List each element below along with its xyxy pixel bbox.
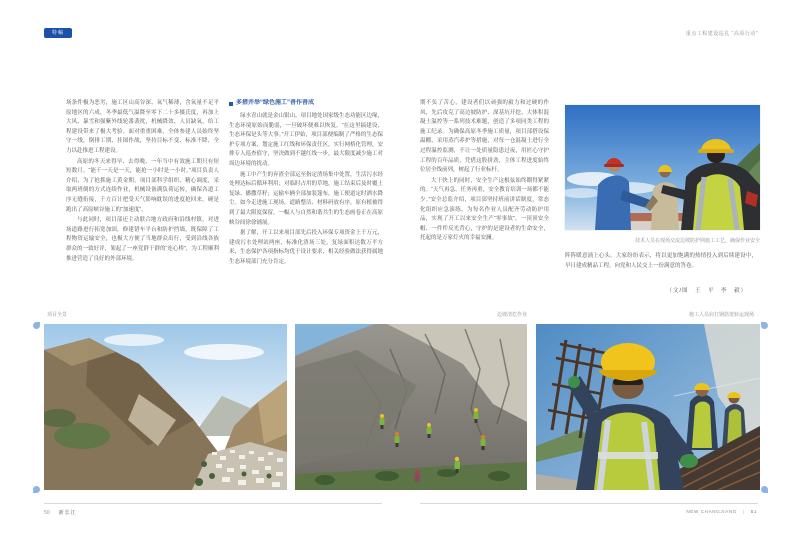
- footer-rule-right: [420, 503, 758, 504]
- photo-rock-slope-workers: [295, 324, 527, 490]
- paragraph: 高原的冬天来得早、去得晚，一年当中有效施工期只有短短数月。“能干一天是一天，能抢一小时是一小时。”项目负责人介绍，为了抢抓施工黄金期，项目部科学组织、精心调度，采取两班倒的方式连续作业，机械设备满负荷运转，确保各道工序无缝衔接，千方百计把受天气影响耽误的进度抢回来，硬是跑出了高原峡谷施工的“加速度”。: [66, 158, 219, 213]
- text-column-2: [229, 99, 383, 305]
- rebar-illustration: [536, 324, 760, 490]
- paragraph: 与此同时，项目部还主动联合地方政府和沿线村镇，对进场道路进行拓宽加固，修建错车平台和防护挡墙，既保障了工程物资运输安全，也极大方便了当地群众出行，受到沿线各族群众的一致好评，架起了一座党群干群的“连心桥”，为工程顺利推进营造了良好的外部环境。: [66, 217, 219, 262]
- slope-illustration: [295, 324, 527, 490]
- corner-ornament-icon: [33, 322, 40, 329]
- valley-illustration: [44, 324, 287, 490]
- brand-name-en: NEW CHANGJIANG: [686, 509, 737, 514]
- text-column-1: [66, 99, 219, 305]
- heading-bullet-icon: [229, 102, 233, 106]
- footer-divider: |: [742, 509, 745, 514]
- photo-mountain-valley: [44, 324, 287, 490]
- paragraph: 场条件极为恶劣，施工区山高谷深、氧气稀薄，含氧量不足平原地区的六成，冬季最低气温降至零下二十多摄氏度，再加上大风、暴雪和强紫外线轮番袭扰，机械降效、人员缺氧，给工程建设带来了极大考验。面对重重困难，全体参建人员始终坚守一线，倒排工期、挂图作战，坚持目标不变、标准不降，全力以赴推进工程建设。: [66, 100, 219, 154]
- cloud: [104, 334, 164, 346]
- photo-caption-middle: 边坡清危作业: [496, 312, 527, 318]
- paragraph: 大干快上的同时，安全生产这根弦始终绷得紧紧的。“天气再急、任务再重，安全教育培训一场都不能少。”安全总监介绍，项目部坚持班前讲话制度，常态化组织应急演练，为每名作业人员配齐劳动防护用品，实现了开工以来安全生产“零事故”。一顶顶安全帽、一件件反光背心，守护的是建设者的生命安全，托起的是万家灯火的幸福安澜。: [420, 177, 549, 242]
- photo-caption-right: 施工人员肩扛钢筋笼转运现场: [688, 312, 754, 318]
- paragraph: 期不负了苦心，建设者们以顽强的毅力和过硬的作风，先后攻克了高边坡防护、深基坑开挖、大体积混凝土温控等一系列技术难题，创造了多项同类工程的施工纪录。为确保高原冬季施工质量，项目部搭设保温棚、采用蒸汽养护等措施，对每一仓混凝土进行全过程温控监测，不让一处质量隐患过夜，用匠心守护工程的百年品质，凭借这股拼劲，主体工程进度始终位居全线前列，树起了行业标杆。: [420, 100, 549, 174]
- footer-left: [44, 509, 77, 516]
- corner-ornament-icon: [761, 322, 768, 329]
- continuation-text: [565, 252, 757, 271]
- corner-ornament-icon: [33, 486, 40, 493]
- main-photo-workers: [565, 105, 760, 230]
- section-heading: 多措并举“绿色施工”善作善成: [236, 100, 315, 106]
- footer-right: [420, 509, 757, 514]
- brand-name-cn: 新长江: [58, 510, 77, 516]
- page-number-right: 51: [750, 509, 757, 514]
- main-photo-illustration: [565, 105, 760, 230]
- section-badge: 特稿: [44, 28, 72, 38]
- paragraph: 据了解，开工以来项目部先后投入环保专项资金上千万元，建成污水处理站两座、标准化渣场三处，复绿面积达数万平方米，生态保护各项指标均优于设计要求，相关经验做法获得属地生态环境部门充分肯定。: [229, 230, 383, 265]
- footer-rule-left: [44, 503, 382, 504]
- page-number-left: 50: [44, 510, 50, 516]
- photo-caption-left: 项目全景: [47, 312, 68, 318]
- cloud: [184, 344, 264, 360]
- paragraph: 绿水青山就是金山银山。项目地处国家级生态功能区边缘，生态环境原始而脆弱，一旦破坏便难以恢复。“在这里搞建设，生态环保是头等大事。”开工伊始，项目部便编制了严格的生态保护专项方案，划定施工红线和环保责任区，实行网格化管理，安排专人巡查值守，坚决做到不越红线一步，最大限度减少施工对周边环境的扰动。: [229, 113, 383, 167]
- section-heading-row: [229, 99, 383, 108]
- text-column-3: [420, 99, 549, 305]
- corner-ornament-icon: [761, 486, 768, 493]
- main-photo-caption: 技术人员在现场交流边坡防护网施工工艺，确保作业安全: [634, 238, 760, 244]
- byline: （文/图 王 平 李 毅）: [666, 288, 747, 294]
- paragraph: 施工中产生的弃渣全部运至指定渣场集中处置，生活污水经处理达标后循环利用；对临时占用的草地，施工结束后及时覆土复绿、播撒草籽；运输车辆全部加装篷布，施工便道定时洒水降尘。如今走进施工现场，道路整洁、材料码放有序，原有植被得到了最大限度保留，一幅人与自然和谐共生的生态画卷正在高原峡谷间徐徐铺展。: [229, 171, 383, 226]
- photo-rebar-carriers: [536, 324, 760, 490]
- green-patch: [54, 423, 110, 449]
- running-head: 重点工程建设巡礼 “高原行动”: [685, 31, 758, 37]
- paragraph: 阵阵暖意涌上心头。大家纷纷表示，将以更加饱满的热情投入到后续建设中，早日建成精品工程，向党和人民交上一份满意的答卷。: [565, 253, 757, 269]
